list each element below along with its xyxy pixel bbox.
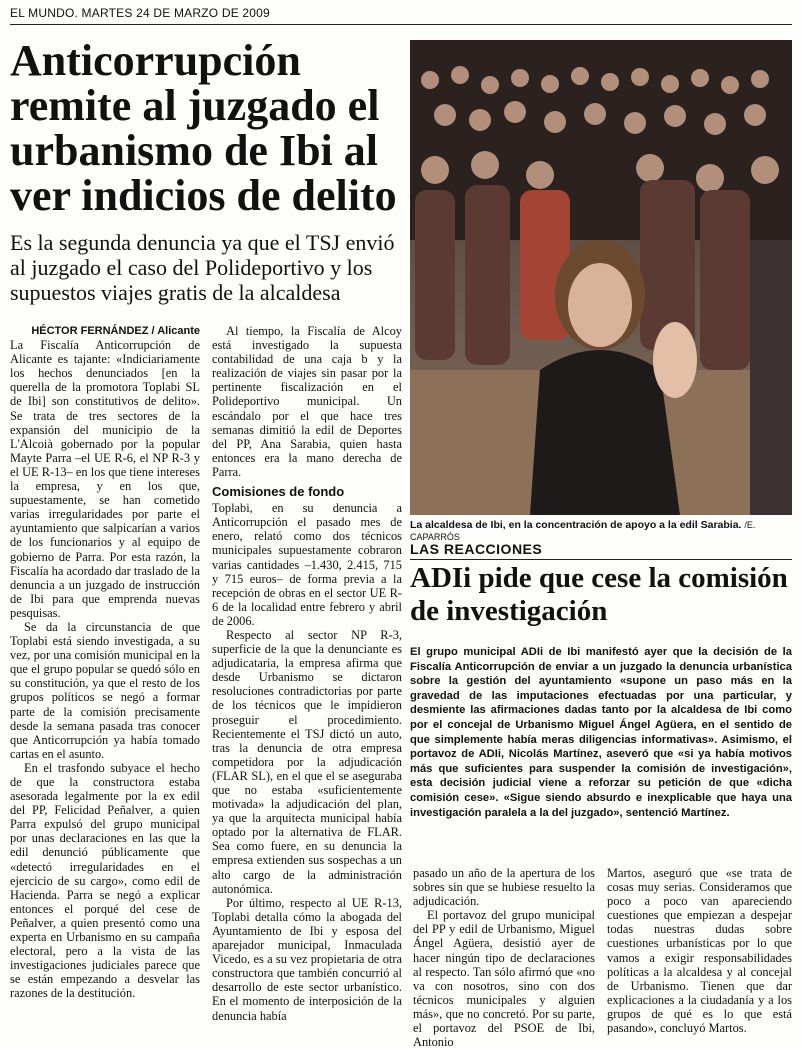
mayor-crowd-photo (410, 40, 792, 515)
paragraph: Martos, aseguró que «se trata de cosas muy serias. Consideramos que poco a poco van apareciendo cuestiones que empiezan a despejar todas nuestras dudas sobre cuestiones urbanísticas por lo que vamos a exigir responsabilidades políticas a la alcaldesa y al concejal de Urbanismo. Tienen que dar explicaciones a la ciudadanía y a los grupos de qué es lo que está pasando», concluyó Martos. (607, 866, 792, 1036)
reactions-headline: ADIi pide que cese la comisión de investigación (410, 562, 788, 627)
article-column-2 (212, 324, 402, 1023)
article-column-1 (10, 324, 200, 1001)
reactions-kicker: LAS REACCIONES (410, 541, 543, 557)
article-subhead: Es la segunda denuncia ya que el TSJ envió al juzgado el caso del Polideportivo y los supuestos viajes gratis de la alcaldesa (10, 230, 395, 305)
paragraph: El portavoz del grupo municipal del PP y edil de Urbanismo, Miguel Ángel Agüera, desistió ayer de hacer ningún tipo de declaraciones al respecto. Tan sólo afirmó que «no va con nosotros, sino con dos técnicos municipales y alguien más», que no concretó. Por su parte, el portavoz del PSOE de Ibi, Antonio (413, 908, 595, 1049)
header-rule (10, 24, 792, 25)
paragraph: En el trasfondo subyace el hecho de que la constructora estaba asesorada legalmente por la ex edil del PP, Felicidad Peñalver, a quien Parra expulsó del grupo municipal por unas declaraciones en las que la edil denunció públicamente que «detectó irregularidades en el ejercicio de su cargo», como edil de Hacienda. Parra se negó a explicar entonces el porqué del cese de Peñalver, a quien presentó como una experta en Urbanismo en su campaña electoral, pero a la vista de las investigaciones judiciales parece que se están empezando a desvelar las razones de la destitución. (10, 760, 200, 1001)
photo-caption (410, 519, 792, 543)
paragraph: Toplabi, en su denuncia a Anticorrupción el pasado mes de enero, relató como dos técnicos municipales supuestamente cobraron varias cantidades –1.430, 2.415, 715 y 715 euros– de forma previa a la recepción de obras en el sector UE R-6 de la localidad entre febrero y abril de 2006. (212, 501, 402, 628)
paragraph: pasado un año de la apertura de los sobres sin que se hubiese resuelto la adjudicación. (413, 866, 595, 909)
byline: HÉCTOR FERNÁNDEZ / Alicante (31, 325, 200, 337)
page-header: EL MUNDO. MARTES 24 DE MARZO DE 2009 (10, 6, 270, 20)
reactions-lead (410, 645, 792, 820)
lead-paragraph: El grupo municipal ADIi de Ibi manifestó ayer que la decisión de la Fiscalía Anticorrupción de enviar a un juzgado la denuncia urbanística sobre la gestión del ayuntamiento «supone un paso más en la gravedad de las imputaciones efectuadas por una particular, y desmiente las afirmaciones dadas tanto por la alcaldesa de Ibi como por el concejal de Urbanismo Miguel Ángel Agüera, en el sentido de que simplemente había meras diligencias informativas». Asimismo, el portavoz de ADIi, Nicolás Martínez, aseveró que «si ya había motivos más que suficientes para suspender la comisión de investigación», esta decisión judicial viene a reforzar su petición de que «dicha comisión cese». «Sigue siendo absurdo e inexplicable que haya una investigación paralela a la del juzgado», sentenció Martínez. (410, 646, 792, 819)
paragraph: Al tiempo, la Fiscalía de Alcoy está investigado la supuesta contabilidad de una caja b y la realización de viajes sin pasar por la pertinente fiscalización en el Polideportivo municipal. Un escándalo por el que hace tres semanas dimitió la edil de Deportes del PP, Ana Sarabia, quien hasta entonces era la mano derecha de Parra. (212, 324, 402, 479)
article-headline: Anticorrupción remite al juzgado el urbanismo de Ibi al ver indicios de delito (10, 36, 397, 220)
kicker-rule (410, 559, 792, 560)
reactions-column-1 (413, 866, 595, 1049)
paragraph: La Fiscalía Anticorrupción de Alicante es tajante: «Indiciariamente los hechos denunciados [en la querella de la promotora Toplabi SL de Ibi] son constitutivos de delito». Se trata de tres sectores de la expansión del municipio de la L'Alcoià gobernado por la popular Mayte Parra –el UE R-6, el NP R-3 y el UE R-13– en los que tiene intereses la empresa, y en los que, supuestamente, se han cometido varias irregularidades por parte el ayuntamiento que salpicarían a varios de los funcionarios y al equipo de gobierno de Parra. Por esta razón, la Fiscalía ha acordado dar traslado de la denuncia a un juzgado de instrucción de Ibi para que emprenda nuevas pesquisas. (10, 338, 200, 620)
caption-text: La alcaldesa de Ibi, en la concentración de apoyo a la edil Sarabia. (410, 519, 742, 531)
paragraph: Por último, respecto al UE R-13, Toplabi detalla cómo la abogada del Ayuntamiento de Ibi y esposa del aparejador municipal, Inmaculada Vicedo, es a su vez propietaria de otra constructora que también concurrió al desarrollo de este sector urbanístico. En el momento de interposición de la denuncia había (212, 895, 402, 1023)
photo-credit: /E. CAPARRÓS (410, 520, 756, 542)
photo-illustration (410, 40, 792, 515)
paragraph: Respecto al sector NP R-3, superficie de la que la denunciante es adjudicataria, la empresa afirma que desde Urbanismo se dictaron resoluciones contradictorias por parte de los técnicos que le impidieron proseguir el procedimiento. Recientemente el TSJ dictó un auto, tras la denuncia de otra empresa competidora por la adjudicación (FLAR SL), en el que el se aseguraba que no estaba «suficientemente motivada» la adjudicación del plan, ya que la arquitecta municipal había optado por la alternativa de FLAR. Sea como fuere, en su denuncia la empresa extienden sus sospechas a un alto cargo de la administración autonómica. (212, 627, 402, 896)
reactions-column-2 (607, 866, 792, 1035)
paragraph: Se da la circunstancia de que Toplabi está siendo investigada, a su vez, por una comisión municipal en la que el grupo popular se quedó sólo en su constitución, ya que el resto de los grupos políticos se negó a formar parte de la comisión precisamente desde la semana pasada tras conocer que Anticorrupción ya había tomado cartas en el asunto. (10, 619, 200, 761)
section-subtitle: Comisiones de fondo (212, 484, 345, 500)
